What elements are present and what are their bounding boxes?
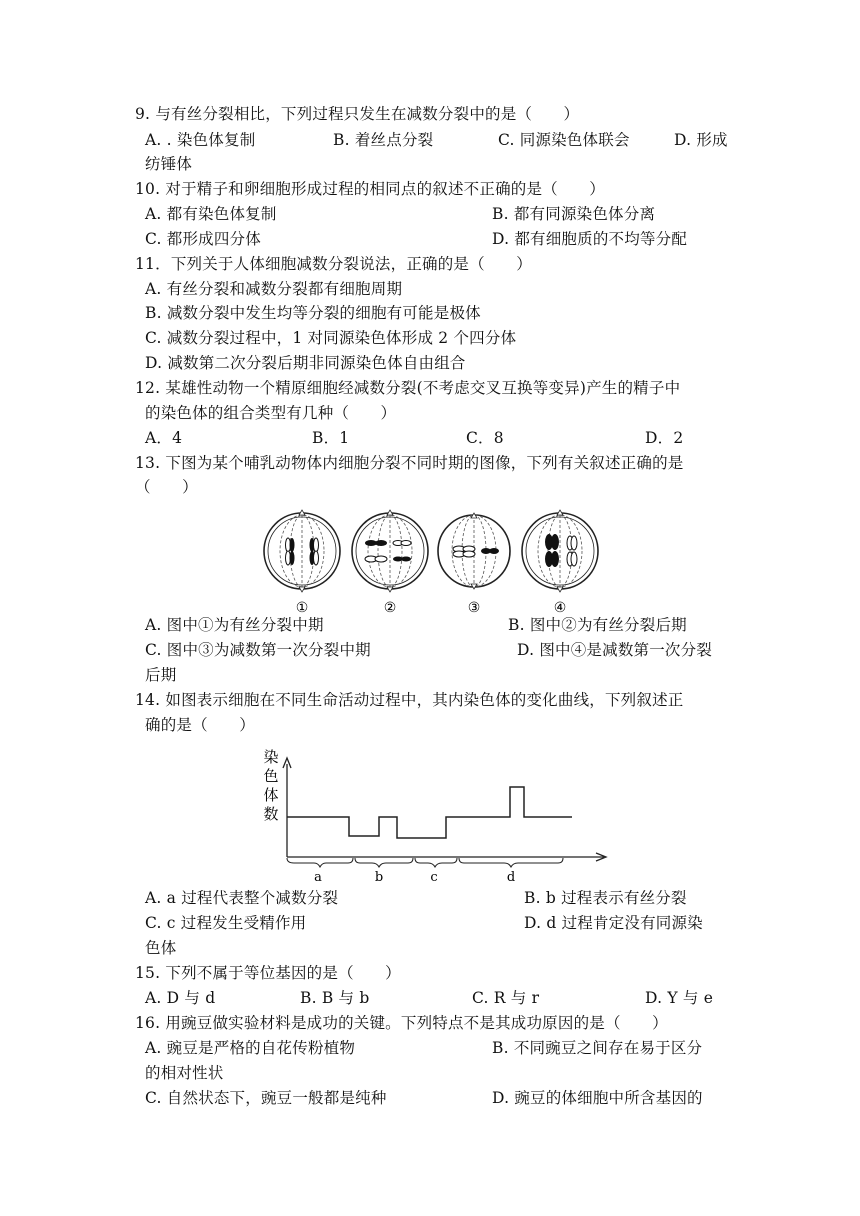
q11-option-a: A. 有丝分裂和减数分裂都有细胞周期 — [145, 280, 403, 298]
segment-label-b: b — [374, 870, 384, 885]
q16-option-d: D. 豌豆的体细胞中所含基因的 — [492, 1089, 703, 1107]
brace-c — [415, 858, 457, 867]
q11-option-c: C. 减数分裂过程中，1 对同源染色体形成 2 个四分体 — [145, 329, 517, 347]
chromosome-graph-figure — [252, 742, 612, 891]
q12-option-d: D．2 — [645, 429, 684, 447]
q11-option-d: D. 减数第二次分裂后期非同源染色体自由组合 — [145, 354, 466, 372]
q16-stem: 16. 用豌豆做实验材料是成功的关键。下列特点不是其成功原因的是（ ） — [135, 1014, 668, 1032]
q10-option-a: A. 都有染色体复制 — [145, 205, 277, 223]
brace-b — [355, 858, 413, 867]
q12-option-c: C．8 — [466, 429, 504, 447]
q16-option-a: A. 豌豆是严格的自花传粉植物 — [145, 1039, 356, 1057]
cell-label-2: ② — [383, 600, 397, 616]
q15-option-b: B. B 与 b — [300, 989, 370, 1007]
cell-label-1: ① — [295, 600, 309, 616]
cell-label-3: ③ — [467, 600, 481, 616]
q14-option-b: B. b 过程表示有丝分裂 — [524, 889, 687, 907]
q11-stem: 11．下列关于人体细胞减数分裂说法，正确的是（ ） — [135, 255, 532, 273]
cell-2 — [352, 510, 428, 592]
q16-option-b: B. 不同豌豆之间存在易于区分 — [492, 1039, 703, 1057]
brace-a — [287, 858, 353, 867]
cell-label-4: ④ — [553, 600, 567, 616]
q14-option-d-cont: 色体 — [145, 939, 177, 957]
ylabel-char-3: 体 — [263, 786, 279, 804]
q13-option-a: A. 图中①为有丝分裂中期 — [145, 616, 324, 634]
q12-option-a: A．4 — [145, 429, 183, 447]
segment-label-a: a — [314, 870, 322, 885]
q15-option-d: D. Y 与 e — [645, 989, 714, 1007]
q15-option-a: A. D 与 d — [145, 989, 216, 1007]
cell-division-figure — [262, 505, 602, 621]
q13-stem: 13. 下图为某个哺乳动物体内细胞分裂不同时期的图像，下列有关叙述正确的是 — [135, 454, 684, 472]
q12-option-b: B．1 — [312, 429, 350, 447]
q10-option-d: D. 都有细胞质的不均等分配 — [492, 230, 688, 248]
q13-stem-cont: （ ） — [135, 478, 198, 496]
q9-option-a: A. . 染色体复制 — [145, 131, 256, 149]
chromosome-curve — [287, 787, 572, 838]
cell-3 — [438, 513, 510, 589]
brace-d — [459, 858, 563, 867]
q13-option-b: B. 图中②为有丝分裂后期 — [508, 616, 687, 634]
segment-label-c: c — [430, 870, 438, 885]
q12-stem-cont: 的染色体的组合类型有几种（ ） — [145, 404, 397, 422]
q10-option-b: B. 都有同源染色体分离 — [492, 205, 656, 223]
q13-option-d-cont: 后期 — [145, 666, 177, 684]
q9-option-b: B. 着丝点分裂 — [333, 131, 434, 149]
q9-stem: 9. 与有丝分裂相比，下列过程只发生在减数分裂中的是（ ） — [135, 105, 580, 123]
q16-option-b-cont: 的相对性状 — [145, 1064, 224, 1082]
q16-option-c: C. 自然状态下，豌豆一般都是纯种 — [145, 1089, 387, 1107]
q9-option-d: D. 形成 — [674, 131, 728, 149]
segment-label-d: d — [506, 870, 516, 885]
cell-4 — [522, 510, 598, 592]
q14-option-c: C. c 过程发生受精作用 — [145, 914, 307, 932]
ylabel-char-2: 色 — [263, 767, 279, 785]
q14-option-d: D. d 过程肯定没有同源染 — [524, 914, 703, 932]
q9-option-c: C. 同源染色体联会 — [498, 131, 630, 149]
q10-option-c: C. 都形成四分体 — [145, 230, 261, 248]
q13-option-d: D. 图中④是减数第一次分裂 — [517, 641, 713, 659]
ylabel-char-4: 数 — [263, 805, 279, 823]
q11-option-b: B. 减数分裂中发生均等分裂的细胞有可能是极体 — [145, 304, 481, 322]
q15-option-c: C. R 与 r — [472, 989, 540, 1007]
q14-stem-cont: 确的是（ ） — [145, 716, 255, 734]
q14-option-a: A. a 过程代表整个减数分裂 — [145, 889, 339, 907]
q14-stem: 14. 如图表示细胞在不同生命活动过程中，其内染色体的变化曲线，下列叙述正 — [135, 691, 684, 709]
q12-stem: 12. 某雄性动物一个精原细胞经减数分裂(不考虑交叉互换等变异)产生的精子中 — [135, 379, 681, 397]
q9-option-d-cont: 纺锤体 — [145, 155, 193, 173]
cell-1 — [264, 510, 340, 592]
q10-stem: 10. 对于精子和卵细胞形成过程的相同点的叙述不正确的是（ ） — [135, 180, 605, 198]
q13-option-c: C. 图中③为减数第一次分裂中期 — [145, 641, 371, 659]
ylabel-char-1: 染 — [263, 748, 279, 766]
q15-stem: 15. 下列不属于等位基因的是（ ） — [135, 964, 401, 982]
